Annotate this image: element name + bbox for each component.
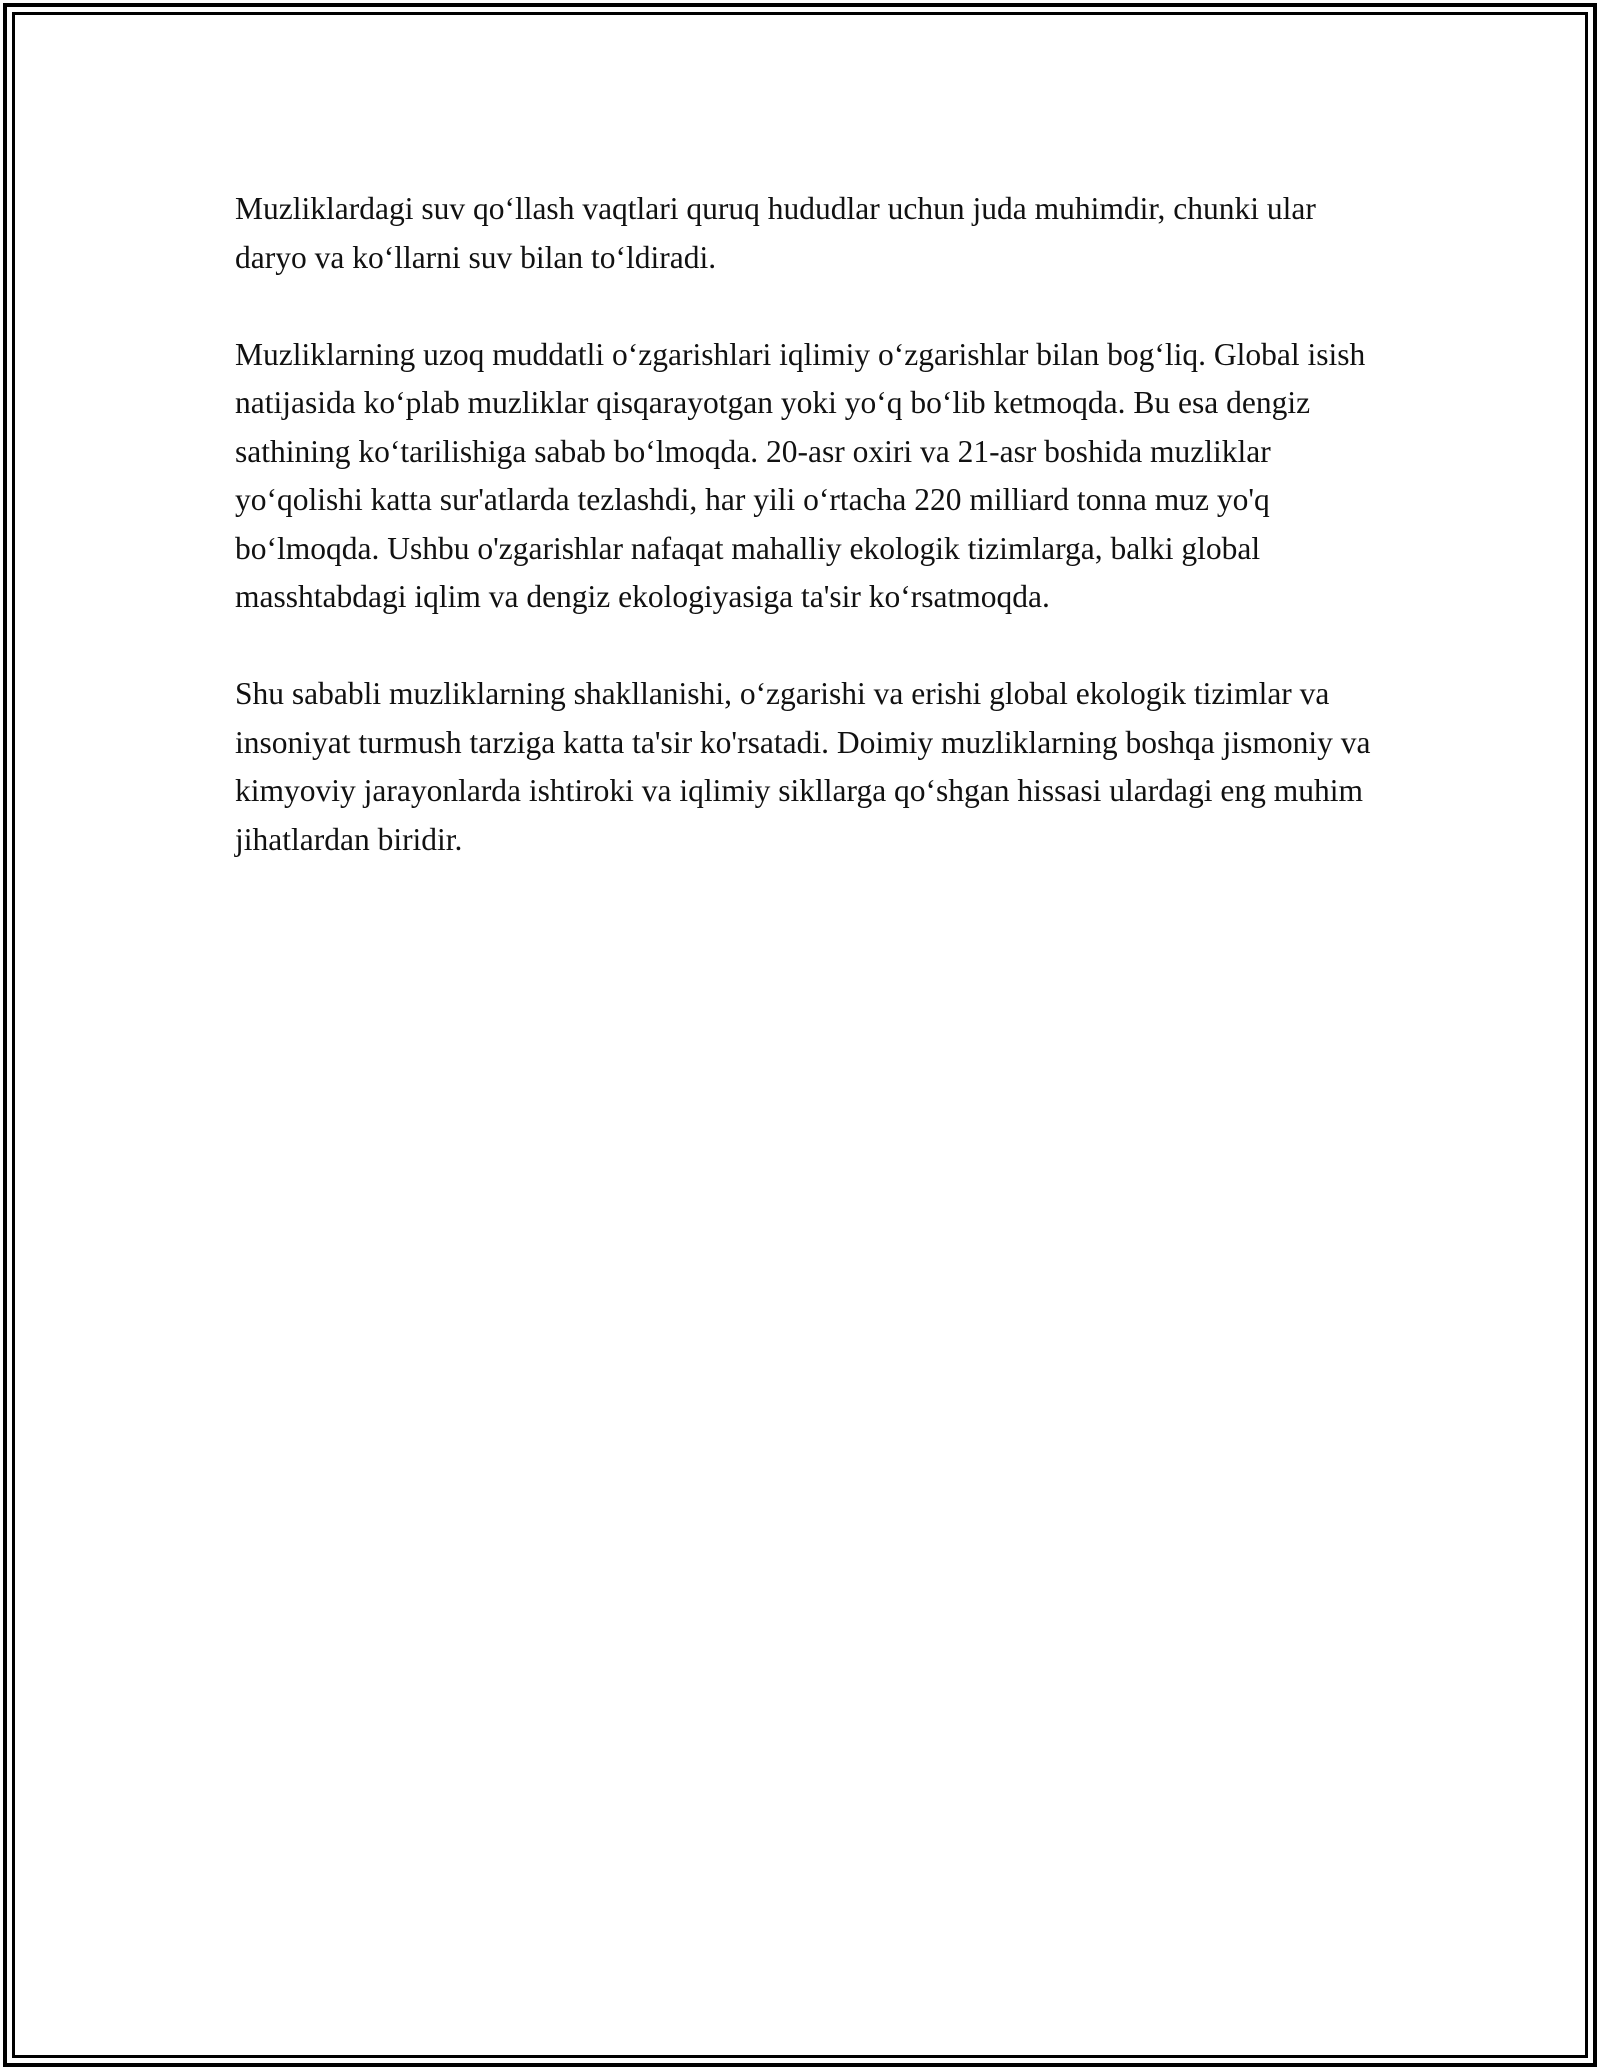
document-body bbox=[235, 185, 1375, 913]
paragraph-water-supply: Muzliklardagi suv qo‘llash vaqtlari quruq hududlar uchun juda muhimdir, chunki ular daryo va ko‘llarni suv bilan to‘ldiradi. bbox=[235, 191, 1316, 275]
paragraph-climate-change: Muzliklarning uzoq muddatli o‘zgarishlari iqlimiy o‘zgarishlar bilan bog‘liq. Global isish natijasida ko‘plab muzliklar qisqarayotgan yoki yo‘q bo‘lib ketmoqda. Bu esa dengiz sathining ko‘tarilishiga sabab bo‘lmoqda. 20-asr oxiri va 21-asr boshida muzliklar yo‘qolishi katta sur'atlarda tezlashdi, har yili o‘rtacha 220 milliard tonna muz yo'q bo‘lmoqda. Ushbu o'zgarishlar nafaqat mahalliy ekologik tizimlarga, balki global masshtabdagi iqlim va dengiz ekologiyasiga ta'sir ko‘rsatmoqda. bbox=[235, 336, 1366, 614]
paragraph-conclusion: Shu sababli muzliklarning shakllanishi, o‘zgarishi va erishi global ekologik tizimlar va insoniyat turmush tarziga katta ta'sir ko'rsatadi. Doimiy muzliklarning boshqa jismoniy va kimyoviy jarayonlarda ishtiroki va iqlimiy sikllarga qo‘shgan hissasi ulardagi eng muhim jihatlardan biridir. bbox=[235, 676, 1371, 857]
